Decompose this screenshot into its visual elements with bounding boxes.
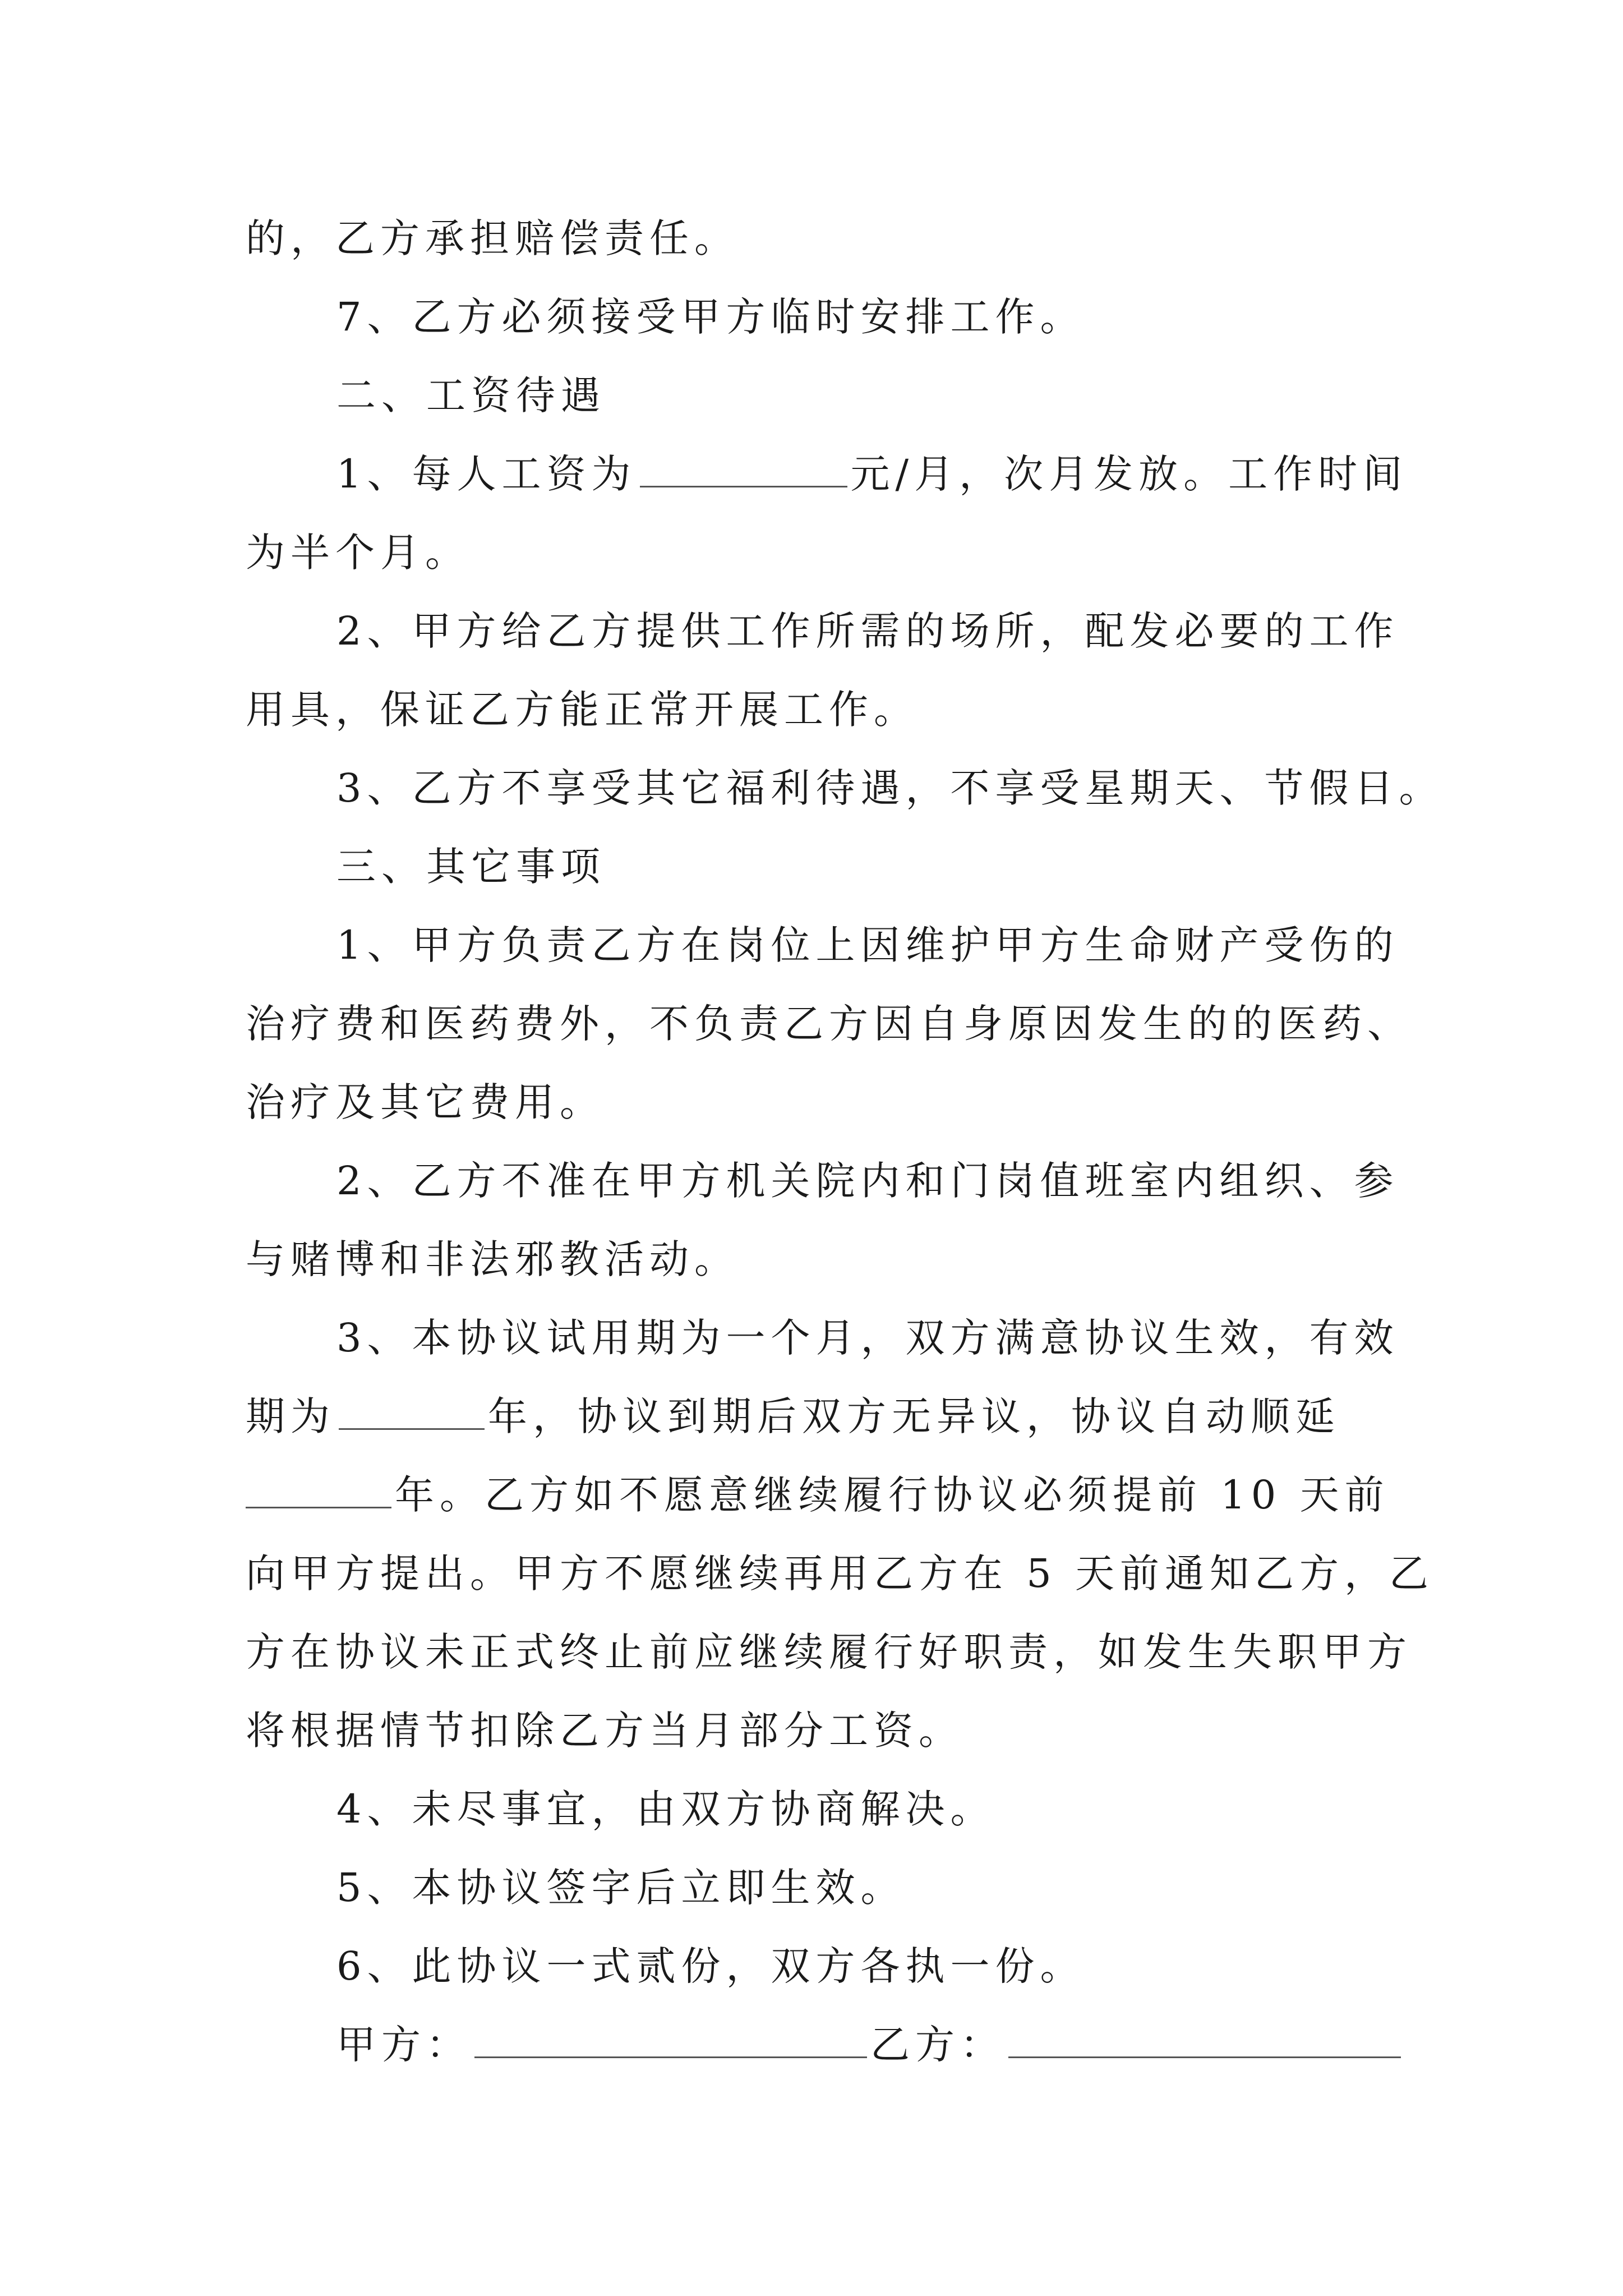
paragraph-line: [246, 1464, 1390, 1526]
paragraph-line: 的，乙方承担赔偿责任。: [246, 215, 739, 261]
paragraph-line: 为半个月。: [246, 530, 470, 576]
paragraph-line: 2、甲方给乙方提供工作所需的场所，配发必要的工作: [336, 608, 1399, 654]
paragraph-line: [246, 1386, 1340, 1447]
paragraph-line: 1、甲方负责乙方在岗位上因维护甲方生命财产受伤的: [336, 922, 1399, 968]
paragraph-line: [336, 443, 1408, 505]
line-text: 元/月，次月发放。工作时间: [850, 451, 1408, 497]
party-b-label: 乙方：: [870, 2022, 1005, 2068]
paragraph-line: 2、乙方不准在甲方机关院内和门岗值班室内组织、参: [336, 1158, 1399, 1204]
signature-line: [336, 2014, 1404, 2076]
party-b-signature-field: [1008, 2023, 1401, 2058]
blank-field: [640, 452, 847, 487]
paragraph-line: 6、此协议一式贰份，双方各执一份。: [336, 1943, 1085, 1989]
paragraph-line: 3、乙方不享受其它福利待遇，不享受星期天、节假日。: [336, 765, 1444, 811]
paragraph-line: 将根据情节扣除乙方当月部分工资。: [246, 1708, 963, 1754]
party-a-label: 甲方：: [336, 2022, 471, 2068]
line-text: 1、每人工资为: [336, 451, 637, 497]
section-heading: 三、其它事项: [336, 844, 606, 890]
line-text: 年。乙方如不愿意继续履行协议必须提前 10 天前: [395, 1472, 1390, 1518]
blank-field: [339, 1395, 485, 1430]
paragraph-line: 3、本协议试用期为一个月，双方满意协议生效，有效: [336, 1315, 1399, 1361]
blank-field: [246, 1473, 391, 1508]
paragraph-line: 4、未尽事宜，由双方协商解决。: [336, 1786, 995, 1832]
paragraph-line: 用具，保证乙方能正常开展工作。: [246, 687, 919, 733]
paragraph-line: 7、乙方必须接受甲方临时安排工作。: [336, 294, 1085, 340]
line-text: 年，协议到期后双方无异议，协议自动顺延: [488, 1393, 1340, 1439]
paragraph-line: 5、本协议签字后立即生效。: [336, 1865, 906, 1911]
paragraph-line: 与赌博和非法邪教活动。: [246, 1236, 739, 1282]
line-text: 期为: [246, 1393, 335, 1439]
paragraph-line: 治疗费和医药费外，不负责乙方因自身原因发生的的医药、: [246, 1001, 1412, 1047]
paragraph-line: 向甲方提出。甲方不愿继续再用乙方在 5 天前通知乙方，乙: [246, 1550, 1435, 1596]
paragraph-line: 方在协议未正式终止前应继续履行好职责，如发生失职甲方: [246, 1629, 1412, 1675]
section-heading: 二、工资待遇: [336, 372, 606, 418]
paragraph-line: 治疗及其它费用。: [246, 1079, 605, 1125]
party-a-signature-field: [474, 2023, 867, 2058]
